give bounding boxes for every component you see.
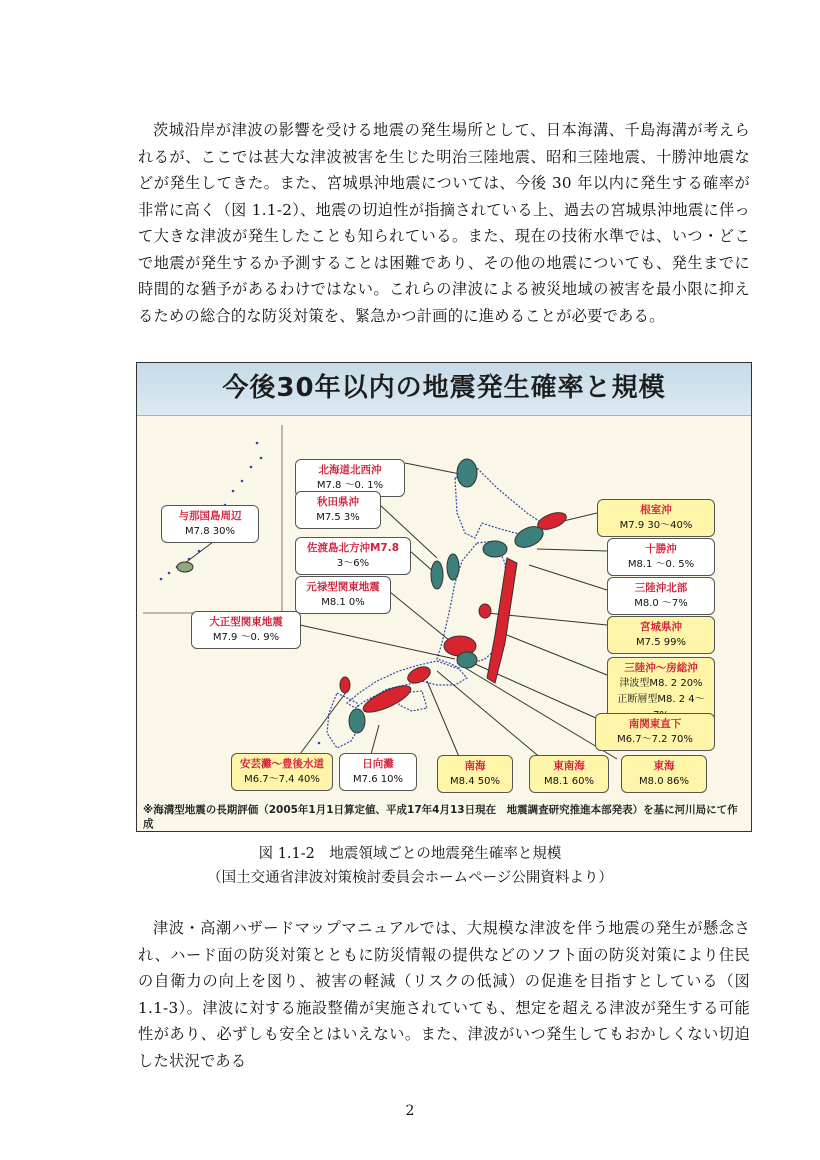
zone-sanriku-north <box>483 541 507 557</box>
label-tokachi: 十勝沖 M8.1 〜0. 5% <box>607 538 715 576</box>
zone-miyagi <box>479 604 491 618</box>
figure-title: 今後30年以内の地震発生確率と規模 <box>222 373 666 403</box>
label-sanriku-north: 三陸沖北部 M8.0 〜7% <box>607 577 715 615</box>
page-number: 2 <box>405 1103 415 1119</box>
figure-source-caption: （国土交通省津波対策検討委員会ホームページ公開資料より） <box>207 870 613 886</box>
body-paragraph-2: 津波・高潮ハザードマップマニュアルでは、大規模な津波を伴う地震の発生が懸念され、ハード面の防災対策とともに防災情報の提供などのソフト面の防災対策により住民の自衛力の向上を図り、被害の軽減（リスクの低減）の促進を目指すとしている（図 1.1-3）。津波に対する施設整備が実施されていても、想定を超える津波が発生する可能性があり、必ずしも安全とはいえない。また、津波がいつ発生してもおかしくない切迫した状況である <box>138 919 750 1070</box>
figure-source-note: ※海溝型地震の長期評価（2005年1月1日算定値、平成17年4月13日現在 地震調査研究推進本部発表）を基に河川局にて作成 <box>143 804 738 830</box>
zone-sanriku-boso <box>487 558 517 683</box>
zone-kanto <box>457 652 477 668</box>
label-taisho-kanto: 大正型関東地震 M7.9 〜0. 9% <box>191 611 301 649</box>
zone-yonaguni <box>177 562 193 572</box>
label-hokkaido-northwest: 北海道北西沖 M7.8 〜0. 1% <box>295 459 405 497</box>
label-tonankai: 東南海 M8.1 60% <box>529 755 609 793</box>
figure-caption: 図 1.1-2 地震領域ごとの地震発生確率と規模 <box>258 846 562 862</box>
zone-hyuga <box>349 709 365 733</box>
label-hyuga: 日向灘 M7.6 10% <box>339 753 417 791</box>
label-miyagi: 宮城県沖 M7.5 99% <box>607 616 715 654</box>
label-minami-kanto: 南関東直下 M6.7〜7.2 70% <box>595 713 715 751</box>
body-paragraph-1: 茨城沿岸が津波の影響を受ける地震の発生場所として、日本海溝、千島海溝が考えられるが、ここでは甚大な津波被害を生じた明治三陸地震、昭和三陸地震、十勝沖地震などが発生してきた。また、宮城県沖地震については、今後 30 年以内に発生する確率が非常に高く（図 1.1-2）、地震の切迫性が指摘されている上、過去の宮城県沖地震に伴って大きな津波が発生したことも知られている。また、現在の技術水準では、いつ・どこで地震が発生するか予測することは困難であり、その他の地震についても、発生までに時間的な猶予があるわけではない。これらの津波による被災地域の被害を最小限に抑えるための総合的な防災対策を、緊急かつ計画的に進めることが必要である。 <box>138 121 750 325</box>
zone-sado <box>447 554 459 580</box>
label-yonaguni: 与那国島周辺 M7.8 30% <box>161 505 259 543</box>
label-genroku-kanto: 元禄型関東地震 M8.1 0% <box>295 576 391 614</box>
label-akita: 秋田県沖 M7.5 3% <box>295 491 381 529</box>
label-nankai: 南海 M8.4 50% <box>437 755 513 793</box>
zone-akita <box>431 561 443 589</box>
label-tokai: 東海 M8.0 86% <box>621 755 707 793</box>
label-aki-nada: 安芸灘〜豊後水道 M6.7〜7.4 40% <box>231 753 333 791</box>
earthquake-probability-figure <box>136 362 752 832</box>
label-nemuro: 根室沖 M7.9 30〜40% <box>597 499 715 537</box>
zone-tokai-tonankai <box>405 664 433 687</box>
zone-hokkaido-northwest <box>457 459 477 487</box>
zone-aki-nada <box>340 677 350 693</box>
label-sado: 佐渡島北方沖M7.8 3〜6% <box>295 537 411 575</box>
label-sanriku-boso: 三陸沖〜房総沖 津波型M8. 2 20% 正断層型M8. 2 4〜 <box>607 657 715 727</box>
